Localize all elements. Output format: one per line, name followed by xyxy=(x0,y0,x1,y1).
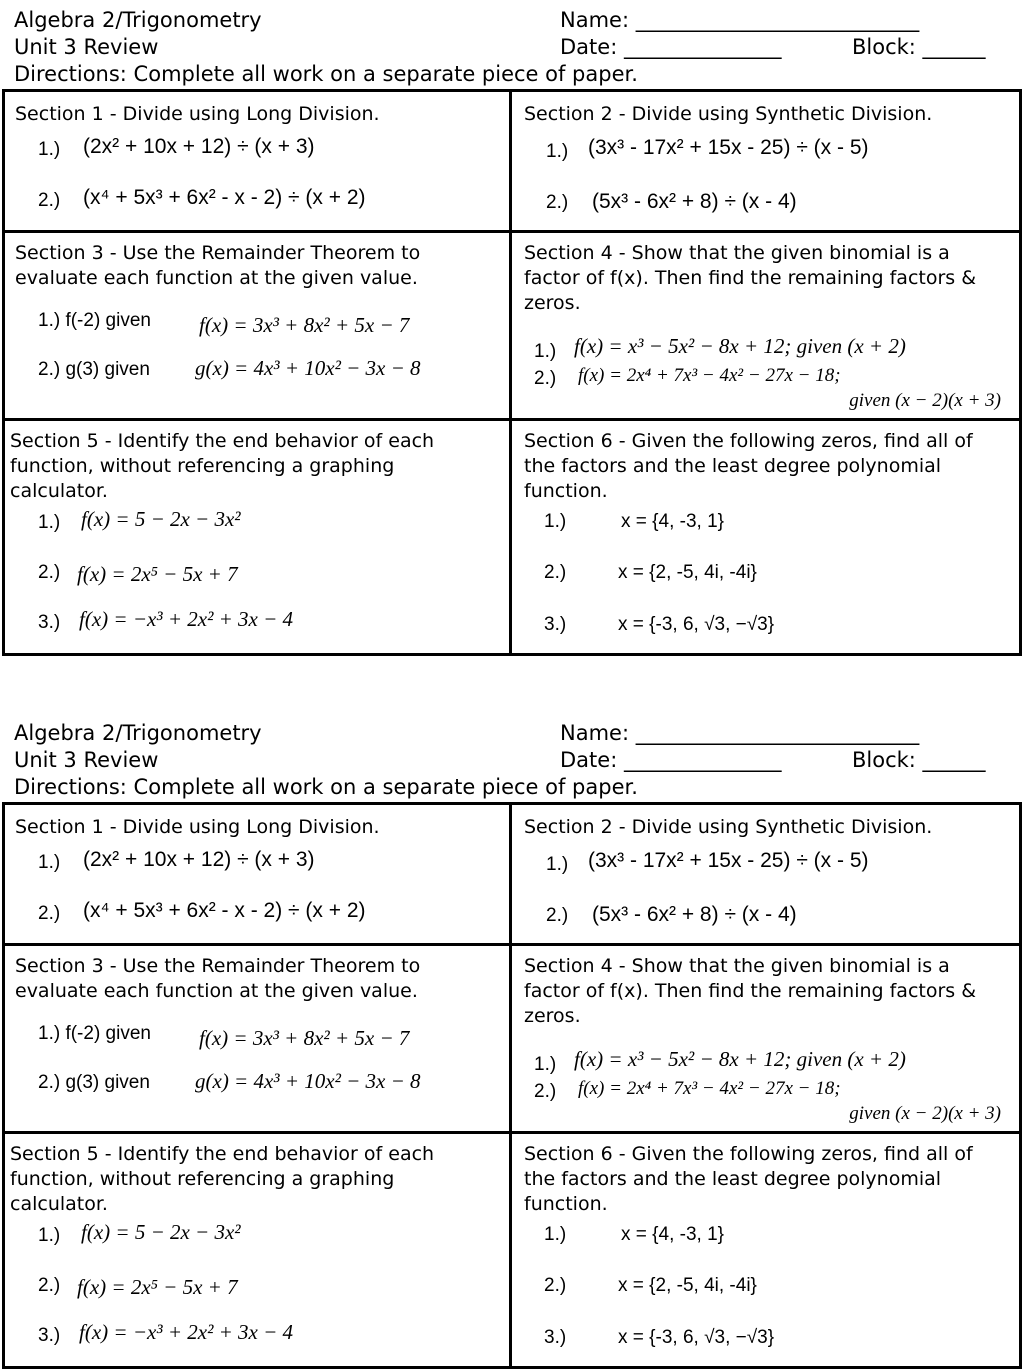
course-title: Algebra 2/Trigonometry xyxy=(14,721,262,745)
section-2-title: Section 2 - Divide using Synthetic Division. xyxy=(524,816,933,838)
section-3 xyxy=(5,233,512,418)
section-1-title: Section 1 - Divide using Long Division. xyxy=(15,103,380,125)
problem-number: 2.) xyxy=(544,562,567,583)
problem-number: 1.) xyxy=(546,141,569,162)
problem-expression: (x⁴ + 5x³ + 6x² - x - 2) ÷ (x + 2) xyxy=(83,899,366,922)
problem-number: 1.) xyxy=(534,341,557,362)
problem-number: 1.) xyxy=(544,511,567,532)
problem-number: 3.) xyxy=(544,1327,567,1348)
problem-number: 2.) g(3) given xyxy=(38,1072,150,1093)
function-expression: f(x) = 2x⁵ − 5x + 7 xyxy=(77,1275,238,1299)
function-expression: g(x) = 4x³ + 10x² − 3x − 8 xyxy=(195,356,421,380)
section-1 xyxy=(5,805,512,943)
problem-number: 3.) xyxy=(544,614,567,635)
function-expression: f(x) = −x³ + 2x² + 3x − 4 xyxy=(79,607,294,631)
zeros-set: x = {-3, 6, √3, −√3} xyxy=(618,614,775,635)
section-6 xyxy=(512,421,1019,653)
function-expression: f(x) = 2x⁴ + 7x³ − 4x² − 27x − 18; xyxy=(578,1078,841,1099)
section-3-title: Section 3 - Use the Remainder Theorem to evaluate each function at the given value. xyxy=(15,955,421,1002)
function-expression: f(x) = 2x⁴ + 7x³ − 4x² − 27x − 18; xyxy=(578,365,841,386)
row-1 xyxy=(5,805,1019,946)
problem-expression: (3x³ - 17x² + 15x - 25) ÷ (x - 5) xyxy=(588,849,869,872)
section-3-title: Section 3 - Use the Remainder Theorem to evaluate each function at the given value. xyxy=(15,242,421,289)
block-field: Block: ______ xyxy=(852,35,986,59)
row-3 xyxy=(5,421,1019,653)
name-field: Name: ___________________________ xyxy=(560,721,920,745)
problem-number: 1.) xyxy=(38,512,61,533)
section-2 xyxy=(512,92,1019,230)
problem-number: 1.) xyxy=(546,854,569,875)
review-sheet-top xyxy=(0,0,1024,655)
zeros-set: x = {4, -3, 1} xyxy=(621,1224,724,1245)
zeros-set: x = {2, -5, 4i, -4i} xyxy=(618,562,757,583)
function-expression: f(x) = x³ − 5x² − 8x + 12; given (x + 2) xyxy=(574,1047,906,1071)
review-grid xyxy=(2,89,1022,656)
problem-number: 2.) xyxy=(534,368,557,389)
section-1-title: Section 1 - Divide using Long Division. xyxy=(15,816,380,838)
section-2 xyxy=(512,805,1019,943)
problem-number: 1.) xyxy=(534,1054,557,1075)
section-6-title: Section 6 - Given the following zeros, find all of the factors and the least degree polynomial function. xyxy=(524,1143,973,1215)
problem-number: 2.) xyxy=(546,905,569,926)
unit-title: Unit 3 Review xyxy=(14,748,159,772)
function-expression: f(x) = x³ − 5x² − 8x + 12; given (x + 2) xyxy=(574,334,906,358)
problem-number: 2.) xyxy=(38,903,61,924)
function-expression: f(x) = 2x⁵ − 5x + 7 xyxy=(77,562,238,586)
review-grid xyxy=(2,802,1022,1369)
given-factors: given (x − 2)(x + 3) xyxy=(849,1103,1001,1124)
unit-title: Unit 3 Review xyxy=(14,35,159,59)
problem-number: 1.) xyxy=(38,139,61,160)
problem-number: 1.) f(-2) given xyxy=(38,310,151,331)
date-field: Date: _______________ xyxy=(560,748,782,772)
zeros-set: x = {4, -3, 1} xyxy=(621,511,724,532)
problem-expression: (2x² + 10x + 12) ÷ (x + 3) xyxy=(83,848,315,871)
section-4 xyxy=(512,946,1019,1131)
problem-number: 3.) xyxy=(38,1325,61,1346)
section-3 xyxy=(5,946,512,1131)
function-expression: g(x) = 4x³ + 10x² − 3x − 8 xyxy=(195,1069,421,1093)
problem-number: 1.) xyxy=(544,1224,567,1245)
problem-number: 1.) xyxy=(38,1225,61,1246)
zeros-set: x = {-3, 6, √3, −√3} xyxy=(618,1327,775,1348)
function-expression: f(x) = −x³ + 2x² + 3x − 4 xyxy=(79,1320,294,1344)
section-1 xyxy=(5,92,512,230)
directions: Directions: Complete all work on a separate piece of paper. xyxy=(14,62,638,86)
function-expression: f(x) = 3x³ + 8x² + 5x − 7 xyxy=(199,313,410,337)
problem-number: 2.) xyxy=(38,1275,61,1296)
given-factors: given (x − 2)(x + 3) xyxy=(849,390,1001,411)
date-field: Date: _______________ xyxy=(560,35,782,59)
section-5 xyxy=(5,1134,512,1366)
section-4-title: Section 4 - Show that the given binomial is a factor of f(x). Then find the remaining factors & zeros. xyxy=(524,242,977,314)
problem-expression: (5x³ - 6x² + 8) ÷ (x - 4) xyxy=(592,903,797,926)
row-3 xyxy=(5,1134,1019,1366)
section-5-title: Section 5 - Identify the end behavior of each function, without referencing a graphing calculator. xyxy=(10,430,435,502)
section-5 xyxy=(5,421,512,653)
function-expression: f(x) = 5 − 2x − 3x² xyxy=(81,507,241,531)
section-2-title: Section 2 - Divide using Synthetic Division. xyxy=(524,103,933,125)
section-6 xyxy=(512,1134,1019,1366)
problem-expression: (x⁴ + 5x³ + 6x² - x - 2) ÷ (x + 2) xyxy=(83,186,366,209)
problem-number: 2.) xyxy=(544,1275,567,1296)
name-field: Name: ___________________________ xyxy=(560,8,920,32)
section-5-title: Section 5 - Identify the end behavior of each function, without referencing a graphing calculator. xyxy=(10,1143,435,1215)
problem-number: 2.) xyxy=(534,1081,557,1102)
problem-expression: (2x² + 10x + 12) ÷ (x + 3) xyxy=(83,135,315,158)
review-sheet-bottom xyxy=(0,713,1024,1365)
problem-number: 3.) xyxy=(38,612,61,633)
row-2 xyxy=(5,233,1019,421)
function-expression: f(x) = 5 − 2x − 3x² xyxy=(81,1220,241,1244)
problem-number: 1.) f(-2) given xyxy=(38,1023,151,1044)
section-4-title: Section 4 - Show that the given binomial is a factor of f(x). Then find the remaining factors & zeros. xyxy=(524,955,977,1027)
zeros-set: x = {2, -5, 4i, -4i} xyxy=(618,1275,757,1296)
problem-number: 2.) g(3) given xyxy=(38,359,150,380)
row-1 xyxy=(5,92,1019,233)
problem-number: 2.) xyxy=(38,562,61,583)
function-expression: f(x) = 3x³ + 8x² + 5x − 7 xyxy=(199,1026,410,1050)
section-4 xyxy=(512,233,1019,418)
problem-number: 2.) xyxy=(546,192,569,213)
section-6-title: Section 6 - Given the following zeros, find all of the factors and the least degree polynomial function. xyxy=(524,430,973,502)
problem-number: 1.) xyxy=(38,852,61,873)
problem-expression: (3x³ - 17x² + 15x - 25) ÷ (x - 5) xyxy=(588,136,869,159)
problem-expression: (5x³ - 6x² + 8) ÷ (x - 4) xyxy=(592,190,797,213)
course-title: Algebra 2/Trigonometry xyxy=(14,8,262,32)
block-field: Block: ______ xyxy=(852,748,986,772)
problem-number: 2.) xyxy=(38,190,61,211)
row-2 xyxy=(5,946,1019,1134)
directions: Directions: Complete all work on a separate piece of paper. xyxy=(14,775,638,799)
